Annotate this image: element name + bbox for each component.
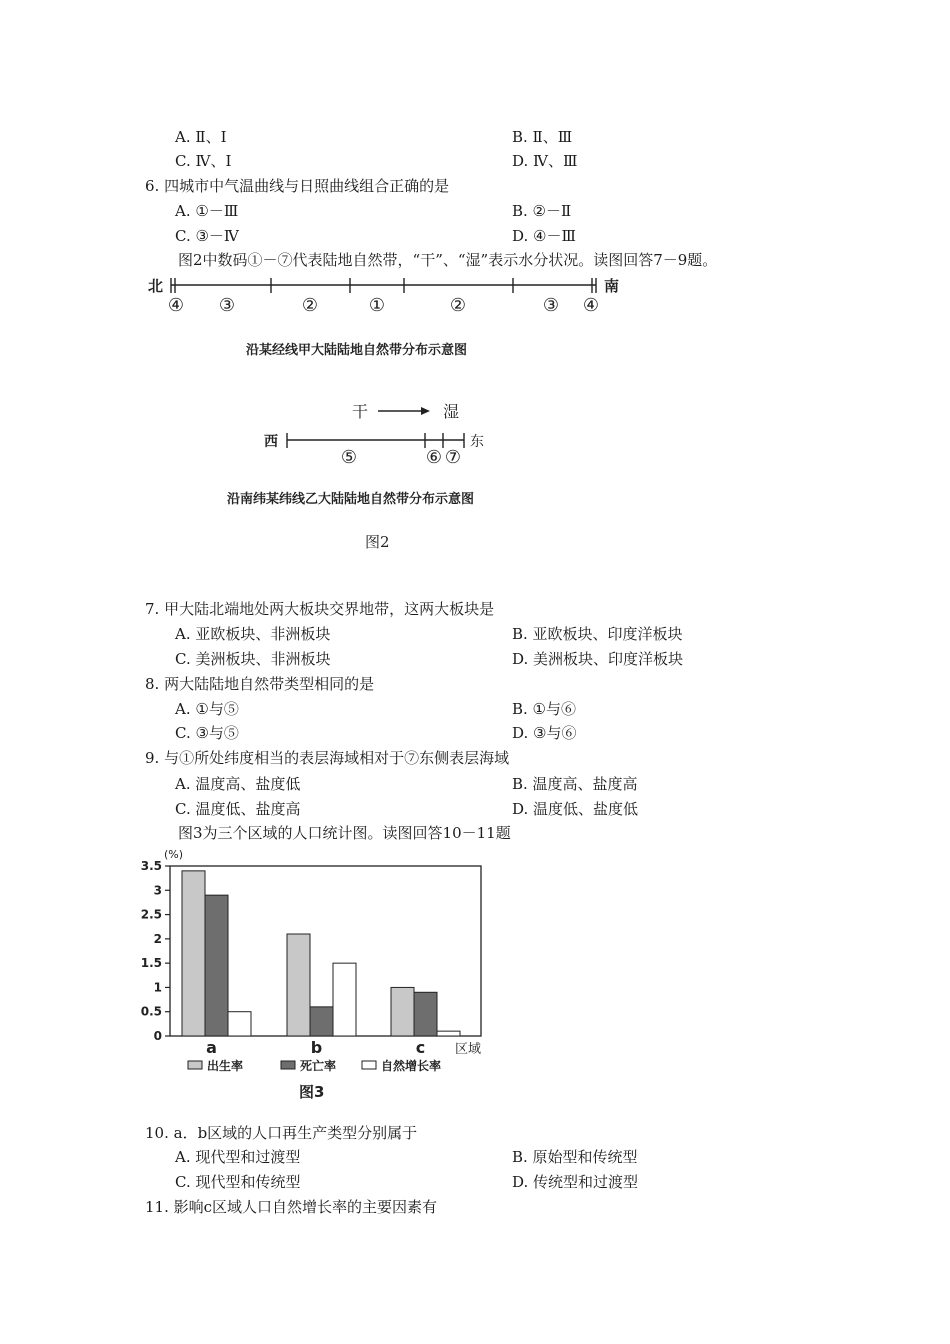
q6-stem: 6. 四城市中气温曲线与日照曲线组合正确的是 xyxy=(145,177,450,195)
legend-label: 死亡率 xyxy=(300,1059,337,1073)
legend-swatch xyxy=(188,1061,202,1069)
fig2-zone-top: ④ xyxy=(167,295,185,316)
y-tick-label: 0 xyxy=(153,1029,162,1043)
q5-option-d: D. Ⅳ、Ⅲ xyxy=(512,152,578,170)
bar-自然增长率 xyxy=(228,1012,251,1036)
q9-option-a: A. 温度高、盐度低 xyxy=(175,775,301,793)
fig2-zone-bottom: ⑥ xyxy=(425,447,443,468)
bar-自然增长率 xyxy=(333,963,356,1036)
q11-stem: 11. 影响c区域人口自然增长率的主要因素有 xyxy=(145,1198,438,1216)
fig2-north-label: 北 xyxy=(148,277,164,295)
figure-3-title: 图3 xyxy=(299,1083,325,1101)
legend-swatch xyxy=(281,1061,295,1069)
q5-option-a: A. Ⅱ、Ⅰ xyxy=(175,128,227,146)
fig2-caption-top: 沿某经线甲大陆陆地自然带分布示意图 xyxy=(246,343,468,358)
q5-option-c: C. Ⅳ、Ⅰ xyxy=(175,152,232,170)
q5-option-b: B. Ⅱ、Ⅲ xyxy=(512,128,573,146)
q7-stem: 7. 甲大陆北端地处两大板块交界地带，这两大板块是 xyxy=(145,600,495,618)
fig2-south-label: 南 xyxy=(604,277,620,295)
q8-option-a: A. ①与⑤ xyxy=(175,700,239,718)
fig2-west-label: 西 xyxy=(264,434,278,450)
q10-option-b: B. 原始型和传统型 xyxy=(512,1148,638,1166)
fig2-zone-bottom: ⑦ xyxy=(444,447,462,468)
fig2-dry-label: 干 xyxy=(352,402,369,421)
q10-option-a: A. 现代型和过渡型 xyxy=(175,1148,301,1166)
q7-option-c: C. 美洲板块、非洲板块 xyxy=(175,650,331,668)
y-tick-label: 0.5 xyxy=(140,1004,162,1019)
fig2-zone-top: ③ xyxy=(218,295,236,316)
bar-死亡率 xyxy=(205,895,228,1036)
q10-stem: 10. a．b区域的人口再生产类型分别属于 xyxy=(145,1124,418,1142)
y-axis-label: (%) xyxy=(164,848,184,861)
fig3-intro: 图3为三个区域的人口统计图。读图回答10－11题 xyxy=(178,824,511,842)
fig2-zone-top: ④ xyxy=(582,295,600,316)
legend-swatch xyxy=(362,1061,376,1069)
bar-出生率 xyxy=(182,871,205,1036)
q6-option-c: C. ③－Ⅳ xyxy=(175,227,239,245)
fig2-wet-label: 湿 xyxy=(443,402,460,421)
q6-option-a: A. ①－Ⅲ xyxy=(175,202,239,220)
q9-option-c: C. 温度低、盐度高 xyxy=(175,800,301,818)
fig2-zone-bottom: ⑤ xyxy=(340,447,358,468)
y-tick-label: 3.5 xyxy=(140,859,162,873)
y-tick-label: 2.5 xyxy=(140,907,162,922)
fig2-caption-bottom: 沿南纬某纬线乙大陆陆地自然带分布示意图 xyxy=(227,492,475,507)
y-tick-label: 3 xyxy=(153,883,162,898)
x-category-label: a xyxy=(206,1038,217,1057)
bar-自然增长率 xyxy=(437,1031,460,1036)
q9-option-d: D. 温度低、盐度低 xyxy=(512,800,639,818)
q8-option-d: D. ③与⑥ xyxy=(512,724,577,742)
y-tick-label: 2 xyxy=(153,931,162,946)
fig2-intro: 图2中数码①－⑦代表陆地自然带，“干”、“湿”表示水分状况。读图回答7－9题。 xyxy=(178,251,718,269)
bar-死亡率 xyxy=(414,992,437,1036)
fig2-zone-top: ② xyxy=(449,295,467,316)
q9-option-b: B. 温度高、盐度高 xyxy=(512,775,638,793)
fig2-east-label: 东 xyxy=(470,434,484,450)
q6-option-d: D. ④－Ⅲ xyxy=(512,227,576,245)
q8-option-b: B. ①与⑥ xyxy=(512,700,577,718)
q7-option-b: B. 亚欧板块、印度洋板块 xyxy=(512,625,683,643)
legend-label: 出生率 xyxy=(207,1059,244,1073)
bar-死亡率 xyxy=(310,1007,333,1036)
bar-出生率 xyxy=(391,987,414,1036)
q8-option-c: C. ③与⑤ xyxy=(175,724,239,742)
q6-option-b: B. ②－Ⅱ xyxy=(512,202,572,220)
y-tick-label: 1 xyxy=(153,980,162,995)
q8-stem: 8. 两大陆陆地自然带类型相同的是 xyxy=(145,675,375,693)
fig2-zone-top: ② xyxy=(301,295,319,316)
q10-option-c: C. 现代型和传统型 xyxy=(175,1173,301,1191)
x-category-label: c xyxy=(415,1038,426,1057)
fig2-zone-top: ③ xyxy=(542,295,560,316)
q7-option-a: A. 亚欧板块、非洲板块 xyxy=(175,625,331,643)
q10-option-d: D. 传统型和过渡型 xyxy=(512,1173,639,1191)
y-tick-label: 1.5 xyxy=(140,956,162,971)
q9-stem: 9. 与①所处纬度相当的表层海域相对于⑦东侧表层海域 xyxy=(145,749,510,767)
legend-label: 自然增长率 xyxy=(381,1059,442,1073)
fig2-zone-top: ① xyxy=(368,295,386,316)
x-axis-label: 区域 xyxy=(455,1042,482,1057)
q7-option-d: D. 美洲板块、印度洋板块 xyxy=(512,650,684,668)
bar-出生率 xyxy=(287,934,310,1036)
fig2-title: 图2 xyxy=(365,533,390,551)
x-category-label: b xyxy=(310,1038,323,1057)
